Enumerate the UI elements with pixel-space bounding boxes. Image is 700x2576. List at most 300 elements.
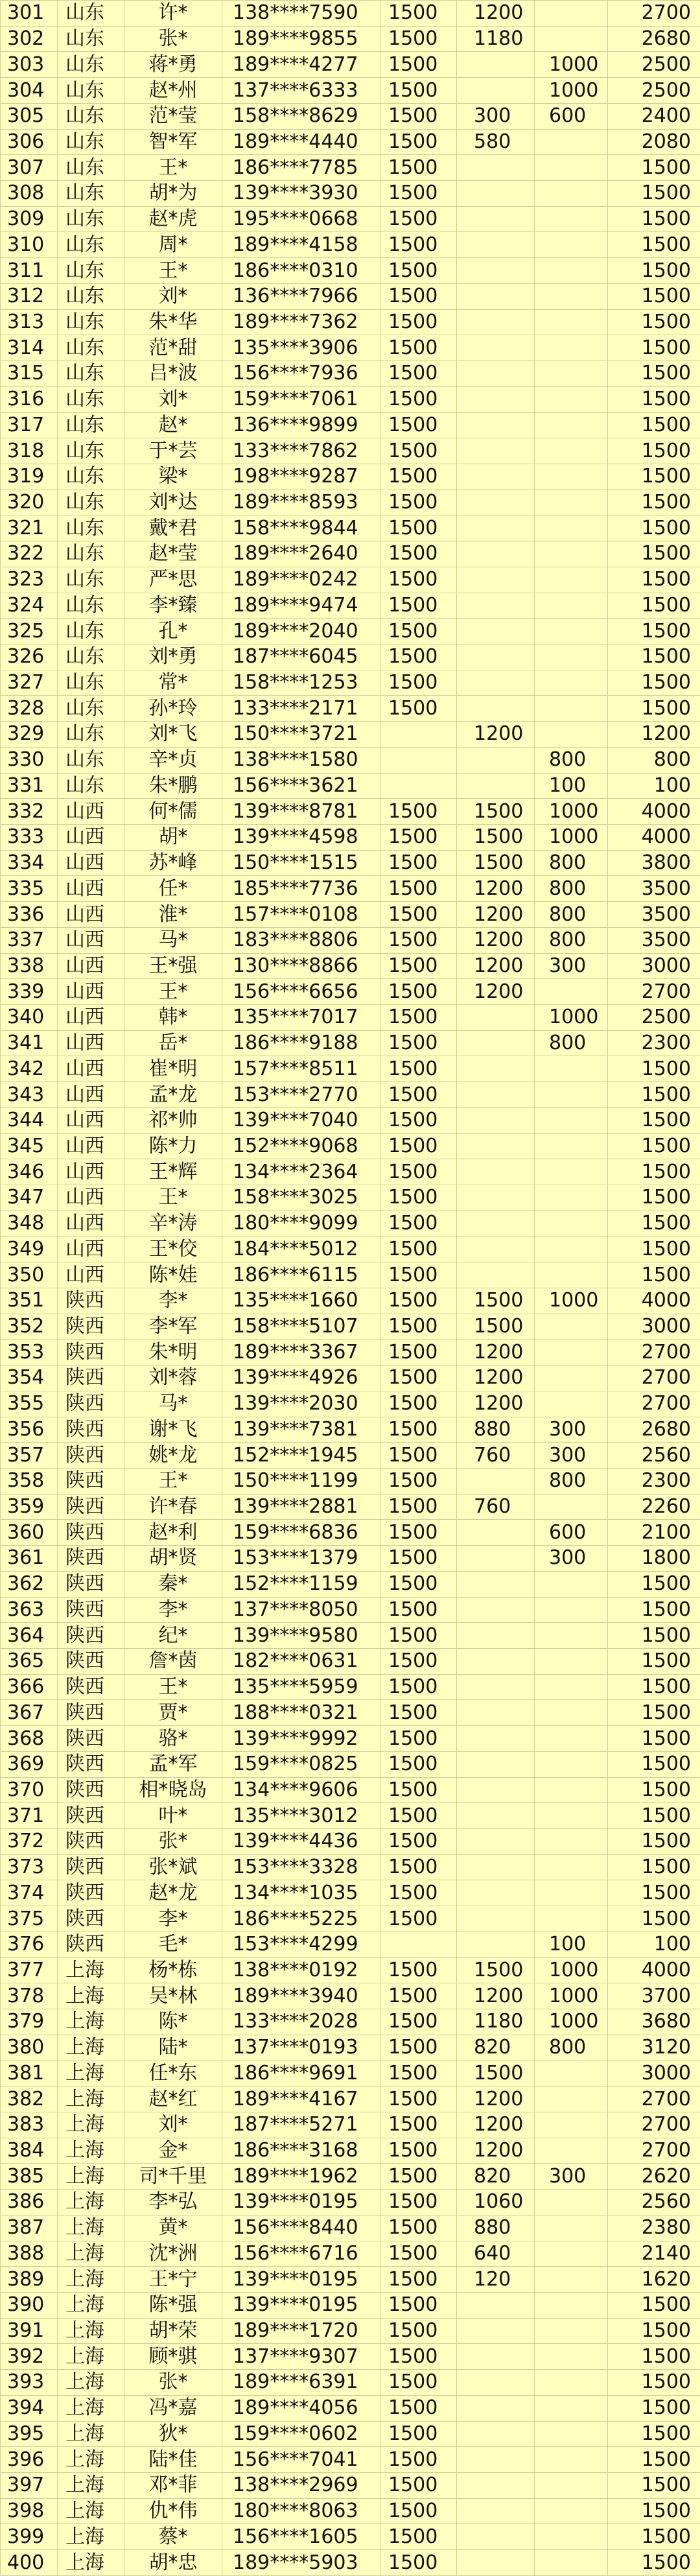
phone-cell: 189****0242 [222, 567, 380, 593]
total-cell: 1500 [608, 1906, 700, 1932]
table-row [1, 1, 700, 27]
province-cell: 陕西 [58, 1391, 124, 1417]
amount-b-cell [457, 1185, 535, 1211]
name-cell: 王* [124, 979, 222, 1005]
row-number: 331 [1, 773, 58, 799]
phone-cell: 138****1580 [222, 747, 380, 773]
amount-a-cell: 1500 [380, 1365, 457, 1391]
table-row [1, 2344, 700, 2370]
phone-cell: 134****9606 [222, 1777, 380, 1803]
amount-a-cell: 1500 [380, 1829, 457, 1855]
table-row [1, 850, 700, 876]
amount-b-cell [457, 541, 535, 567]
amount-b-cell: 1180 [457, 26, 535, 52]
amount-b-cell [457, 232, 535, 258]
phone-cell: 152****1945 [222, 1443, 380, 1469]
table-row [1, 2215, 700, 2241]
total-cell: 2680 [608, 26, 700, 52]
name-cell: 孟*龙 [124, 1082, 222, 1108]
row-number: 304 [1, 78, 58, 104]
row-number: 360 [1, 1520, 58, 1546]
amount-a-cell: 1500 [380, 1082, 457, 1108]
amount-b-cell [457, 1056, 535, 1082]
amount-b-cell [457, 181, 535, 207]
province-cell: 山东 [58, 26, 124, 52]
province-cell: 山东 [58, 464, 124, 490]
amount-c-cell [535, 567, 608, 593]
phone-cell: 156****7936 [222, 361, 380, 387]
total-cell: 1500 [608, 515, 700, 541]
amount-a-cell: 1500 [380, 2498, 457, 2524]
amount-a-cell: 1500 [380, 2473, 457, 2499]
phone-cell: 157****8511 [222, 1056, 380, 1082]
amount-a-cell: 1500 [380, 1340, 457, 1365]
phone-cell: 189****4277 [222, 52, 380, 78]
row-number: 371 [1, 1803, 58, 1829]
table-row [1, 1262, 700, 1288]
amount-c-cell [535, 1107, 608, 1133]
table-row [1, 541, 700, 567]
amount-a-cell: 1500 [380, 1957, 457, 1983]
total-cell: 2300 [608, 1030, 700, 1056]
table-row [1, 2138, 700, 2164]
phone-cell: 138****0192 [222, 1957, 380, 1983]
amount-c-cell [535, 2241, 608, 2267]
amount-b-cell: 820 [457, 2035, 535, 2061]
amount-a-cell: 1500 [380, 2421, 457, 2447]
name-cell: 沈*洲 [124, 2241, 222, 2267]
name-cell: 刘* [124, 283, 222, 309]
amount-c-cell: 800 [535, 1030, 608, 1056]
province-cell: 陕西 [58, 1571, 124, 1597]
name-cell: 戴*君 [124, 515, 222, 541]
phone-cell: 137****6333 [222, 78, 380, 104]
amount-a-cell: 1500 [380, 567, 457, 593]
province-cell: 山东 [58, 438, 124, 464]
row-number: 357 [1, 1443, 58, 1469]
phone-cell: 186****9691 [222, 2061, 380, 2086]
name-cell: 胡*荣 [124, 2318, 222, 2344]
amount-a-cell: 1500 [380, 1597, 457, 1623]
row-number: 323 [1, 567, 58, 593]
row-number: 325 [1, 619, 58, 644]
amount-c-cell [535, 1314, 608, 1340]
province-cell: 山西 [58, 1159, 124, 1185]
total-cell: 2700 [608, 1365, 700, 1391]
amount-c-cell [535, 515, 608, 541]
name-cell: 赵* [124, 412, 222, 438]
table-row [1, 78, 700, 104]
phone-cell: 159****6836 [222, 1520, 380, 1546]
total-cell: 3500 [608, 902, 700, 928]
name-cell: 王*强 [124, 953, 222, 979]
amount-b-cell: 1500 [457, 1314, 535, 1340]
amount-c-cell [535, 722, 608, 748]
province-cell: 陕西 [58, 1803, 124, 1829]
total-cell: 1500 [608, 232, 700, 258]
name-cell: 范*甜 [124, 335, 222, 361]
amount-a-cell: 1500 [380, 206, 457, 232]
province-cell: 上海 [58, 2138, 124, 2164]
province-cell: 山西 [58, 1262, 124, 1288]
total-cell: 1500 [608, 361, 700, 387]
phone-cell: 189****8593 [222, 490, 380, 515]
province-cell: 陕西 [58, 1520, 124, 1546]
row-number: 384 [1, 2138, 58, 2164]
amount-b-cell: 1060 [457, 2190, 535, 2216]
province-cell: 山西 [58, 1082, 124, 1108]
amount-b-cell: 1200 [457, 1, 535, 27]
province-cell: 陕西 [58, 1674, 124, 1700]
phone-cell: 152****9068 [222, 1133, 380, 1159]
province-cell: 陕西 [58, 1468, 124, 1494]
row-number: 391 [1, 2318, 58, 2344]
amount-c-cell [535, 1056, 608, 1082]
amount-c-cell: 1000 [535, 1288, 608, 1314]
amount-b-cell: 1200 [457, 1365, 535, 1391]
total-cell: 4000 [608, 1957, 700, 1983]
table-row [1, 1005, 700, 1031]
total-cell: 2080 [608, 129, 700, 155]
total-cell: 2700 [608, 1391, 700, 1417]
amount-a-cell: 1500 [380, 1468, 457, 1494]
amount-c-cell [535, 2190, 608, 2216]
table-row [1, 2061, 700, 2086]
amount-a-cell: 1500 [380, 825, 457, 851]
amount-a-cell: 1500 [380, 541, 457, 567]
table-row [1, 902, 700, 928]
total-cell: 4000 [608, 1288, 700, 1314]
amount-b-cell [457, 2473, 535, 2499]
province-cell: 上海 [58, 2498, 124, 2524]
amount-b-cell: 1200 [457, 2112, 535, 2138]
row-number: 309 [1, 206, 58, 232]
row-number: 326 [1, 644, 58, 670]
table-row [1, 283, 700, 309]
total-cell: 1500 [608, 1185, 700, 1211]
phone-cell: 133****2171 [222, 696, 380, 722]
phone-cell: 135****3012 [222, 1803, 380, 1829]
table-row [1, 2370, 700, 2396]
row-number: 361 [1, 1546, 58, 1572]
total-cell: 3680 [608, 2009, 700, 2035]
amount-a-cell: 1500 [380, 1107, 457, 1133]
amount-b-cell: 1200 [457, 927, 535, 953]
amount-a-cell: 1500 [380, 2447, 457, 2473]
total-cell: 2500 [608, 52, 700, 78]
amount-c-cell [535, 1262, 608, 1288]
province-cell: 山东 [58, 386, 124, 412]
amount-a-cell: 1500 [380, 1236, 457, 1262]
province-cell: 山东 [58, 155, 124, 181]
table-row [1, 26, 700, 52]
phone-cell: 139****9580 [222, 1623, 380, 1649]
row-number: 324 [1, 593, 58, 619]
province-cell: 山东 [58, 103, 124, 129]
amount-c-cell [535, 155, 608, 181]
amount-c-cell [535, 361, 608, 387]
row-number: 308 [1, 181, 58, 207]
amount-b-cell: 1500 [457, 1957, 535, 1983]
amount-a-cell: 1500 [380, 155, 457, 181]
phone-cell: 139****8781 [222, 799, 380, 825]
phone-cell: 189****1720 [222, 2318, 380, 2344]
total-cell: 1500 [608, 386, 700, 412]
phone-cell: 189****3367 [222, 1340, 380, 1365]
table-row [1, 1236, 700, 1262]
table-row [1, 2241, 700, 2267]
total-cell: 1500 [608, 2395, 700, 2421]
total-cell: 2100 [608, 1520, 700, 1546]
name-cell: 胡* [124, 825, 222, 851]
province-cell: 上海 [58, 2190, 124, 2216]
amount-b-cell [457, 2344, 535, 2370]
amount-a-cell: 1500 [380, 412, 457, 438]
amount-a-cell: 1500 [380, 1700, 457, 1726]
name-cell: 周* [124, 232, 222, 258]
table-row [1, 1803, 700, 1829]
amount-a-cell: 1500 [380, 1005, 457, 1031]
province-cell: 陕西 [58, 1906, 124, 1932]
province-cell: 上海 [58, 1957, 124, 1983]
total-cell: 1500 [608, 283, 700, 309]
amount-b-cell [457, 386, 535, 412]
row-number: 400 [1, 2550, 58, 2576]
amount-c-cell [535, 2344, 608, 2370]
row-number: 363 [1, 1597, 58, 1623]
name-cell: 邓*菲 [124, 2473, 222, 2499]
table-row [1, 1340, 700, 1365]
amount-b-cell: 1500 [457, 1288, 535, 1314]
amount-b-cell: 760 [457, 1443, 535, 1469]
amount-b-cell [457, 1854, 535, 1880]
row-number: 312 [1, 283, 58, 309]
row-number: 334 [1, 850, 58, 876]
province-cell: 陕西 [58, 1777, 124, 1803]
amount-c-cell [535, 490, 608, 515]
table-row [1, 1546, 700, 1572]
amount-a-cell: 1500 [380, 103, 457, 129]
amount-c-cell [535, 1803, 608, 1829]
amount-c-cell [535, 412, 608, 438]
table-row [1, 1777, 700, 1803]
name-cell: 王*辉 [124, 1159, 222, 1185]
phone-cell: 189****2040 [222, 619, 380, 644]
table-row [1, 2164, 700, 2190]
province-cell: 上海 [58, 2447, 124, 2473]
phone-cell: 186****9188 [222, 1030, 380, 1056]
row-number: 379 [1, 2009, 58, 2035]
province-cell: 陕西 [58, 1829, 124, 1855]
table-row [1, 103, 700, 129]
total-cell: 2500 [608, 78, 700, 104]
amount-b-cell [457, 619, 535, 644]
province-cell: 山东 [58, 309, 124, 335]
amount-b-cell [457, 1082, 535, 1108]
total-cell: 2560 [608, 1443, 700, 1469]
amount-a-cell: 1500 [380, 1056, 457, 1082]
province-cell: 山西 [58, 799, 124, 825]
total-cell: 2560 [608, 2190, 700, 2216]
name-cell: 赵*龙 [124, 1880, 222, 1906]
amount-a-cell: 1500 [380, 2164, 457, 2190]
table-row [1, 593, 700, 619]
total-cell: 3000 [608, 953, 700, 979]
province-cell: 山西 [58, 825, 124, 851]
name-cell: 陈* [124, 2009, 222, 2035]
table-row [1, 1751, 700, 1777]
amount-b-cell [457, 1777, 535, 1803]
amount-b-cell [457, 78, 535, 104]
name-cell: 王* [124, 155, 222, 181]
table-row [1, 1932, 700, 1957]
name-cell: 刘* [124, 2112, 222, 2138]
row-number: 301 [1, 1, 58, 27]
amount-b-cell [457, 1159, 535, 1185]
name-cell: 陆*佳 [124, 2447, 222, 2473]
amount-c-cell: 1000 [535, 1957, 608, 1983]
row-number: 321 [1, 515, 58, 541]
province-cell: 上海 [58, 2370, 124, 2396]
row-number: 307 [1, 155, 58, 181]
amount-b-cell: 880 [457, 1417, 535, 1443]
table-row [1, 1649, 700, 1675]
total-cell: 4000 [608, 825, 700, 851]
amount-a-cell: 1500 [380, 232, 457, 258]
total-cell: 800 [608, 747, 700, 773]
total-cell: 2700 [608, 2112, 700, 2138]
phone-cell: 139****2030 [222, 1391, 380, 1417]
amount-c-cell [535, 438, 608, 464]
row-number: 313 [1, 309, 58, 335]
amount-b-cell [457, 1236, 535, 1262]
total-cell: 1500 [608, 2447, 700, 2473]
amount-a-cell: 1500 [380, 1674, 457, 1700]
phone-cell: 139****4598 [222, 825, 380, 851]
name-cell: 常* [124, 670, 222, 696]
province-cell: 山东 [58, 206, 124, 232]
name-cell: 陆* [124, 2035, 222, 2061]
phone-cell: 189****9855 [222, 26, 380, 52]
table-row [1, 181, 700, 207]
total-cell: 2700 [608, 1340, 700, 1365]
total-cell: 1500 [608, 1236, 700, 1262]
amount-a-cell: 1500 [380, 309, 457, 335]
name-cell: 顾*骐 [124, 2344, 222, 2370]
phone-cell: 150****1199 [222, 1468, 380, 1494]
phone-cell: 158****5107 [222, 1314, 380, 1340]
province-cell: 陕西 [58, 1932, 124, 1957]
name-cell: 于*芸 [124, 438, 222, 464]
row-number: 333 [1, 825, 58, 851]
phone-cell: 187****6045 [222, 644, 380, 670]
amount-c-cell [535, 283, 608, 309]
total-cell: 1500 [608, 490, 700, 515]
province-cell: 山西 [58, 850, 124, 876]
phone-cell: 153****3328 [222, 1854, 380, 1880]
province-cell: 山西 [58, 1185, 124, 1211]
name-cell: 辛*贞 [124, 747, 222, 773]
total-cell: 1500 [608, 438, 700, 464]
amount-c-cell [535, 1494, 608, 1520]
phone-cell: 186****6115 [222, 1262, 380, 1288]
amount-c-cell: 100 [535, 773, 608, 799]
name-cell: 姚*龙 [124, 1443, 222, 1469]
name-cell: 王* [124, 258, 222, 284]
table-row [1, 2421, 700, 2447]
province-cell: 陕西 [58, 1288, 124, 1314]
phone-cell: 135****1660 [222, 1288, 380, 1314]
amount-a-cell: 1500 [380, 1520, 457, 1546]
total-cell: 1500 [608, 464, 700, 490]
row-number: 364 [1, 1623, 58, 1649]
total-cell: 1500 [608, 335, 700, 361]
name-cell: 蒋*勇 [124, 52, 222, 78]
province-cell: 上海 [58, 2164, 124, 2190]
amount-c-cell [535, 2550, 608, 2576]
name-cell: 胡*为 [124, 181, 222, 207]
amount-a-cell: 1500 [380, 1391, 457, 1417]
amount-c-cell: 300 [535, 2164, 608, 2190]
province-cell: 陕西 [58, 1854, 124, 1880]
phone-cell: 139****3930 [222, 181, 380, 207]
province-cell: 山西 [58, 1005, 124, 1031]
name-cell: 李*军 [124, 1314, 222, 1340]
amount-c-cell: 800 [535, 876, 608, 902]
amount-c-cell: 300 [535, 1417, 608, 1443]
amount-c-cell [535, 2395, 608, 2421]
phone-cell: 189****4056 [222, 2395, 380, 2421]
phone-cell: 158****8629 [222, 103, 380, 129]
name-cell: 朱*华 [124, 309, 222, 335]
amount-c-cell: 800 [535, 927, 608, 953]
name-cell: 张* [124, 1829, 222, 1855]
amount-a-cell [380, 1932, 457, 1957]
phone-cell: 182****0631 [222, 1649, 380, 1675]
amount-b-cell [457, 283, 535, 309]
province-cell: 山东 [58, 670, 124, 696]
amount-c-cell [535, 1726, 608, 1752]
amount-c-cell [535, 2370, 608, 2396]
amount-a-cell: 1500 [380, 953, 457, 979]
amount-b-cell: 300 [457, 103, 535, 129]
amount-a-cell: 1500 [380, 52, 457, 78]
table-row [1, 1185, 700, 1211]
total-cell: 3000 [608, 1314, 700, 1340]
row-number: 303 [1, 52, 58, 78]
amount-b-cell: 1500 [457, 799, 535, 825]
table-row [1, 2524, 700, 2550]
amount-b-cell [457, 2550, 535, 2576]
total-cell: 3000 [608, 2061, 700, 2086]
amount-a-cell: 1500 [380, 1443, 457, 1469]
table-row [1, 2086, 700, 2112]
province-cell: 山东 [58, 78, 124, 104]
row-number: 351 [1, 1288, 58, 1314]
phone-cell: 139****9992 [222, 1726, 380, 1752]
table-row [1, 722, 700, 748]
total-cell: 2500 [608, 1005, 700, 1031]
phone-cell: 153****4299 [222, 1932, 380, 1957]
province-cell: 山东 [58, 696, 124, 722]
amount-a-cell: 1500 [380, 129, 457, 155]
phone-cell: 189****4440 [222, 129, 380, 155]
amount-b-cell: 1200 [457, 1983, 535, 2009]
row-number: 320 [1, 490, 58, 515]
amount-c-cell: 800 [535, 2035, 608, 2061]
province-cell: 上海 [58, 2241, 124, 2267]
phone-cell: 188****0321 [222, 1700, 380, 1726]
